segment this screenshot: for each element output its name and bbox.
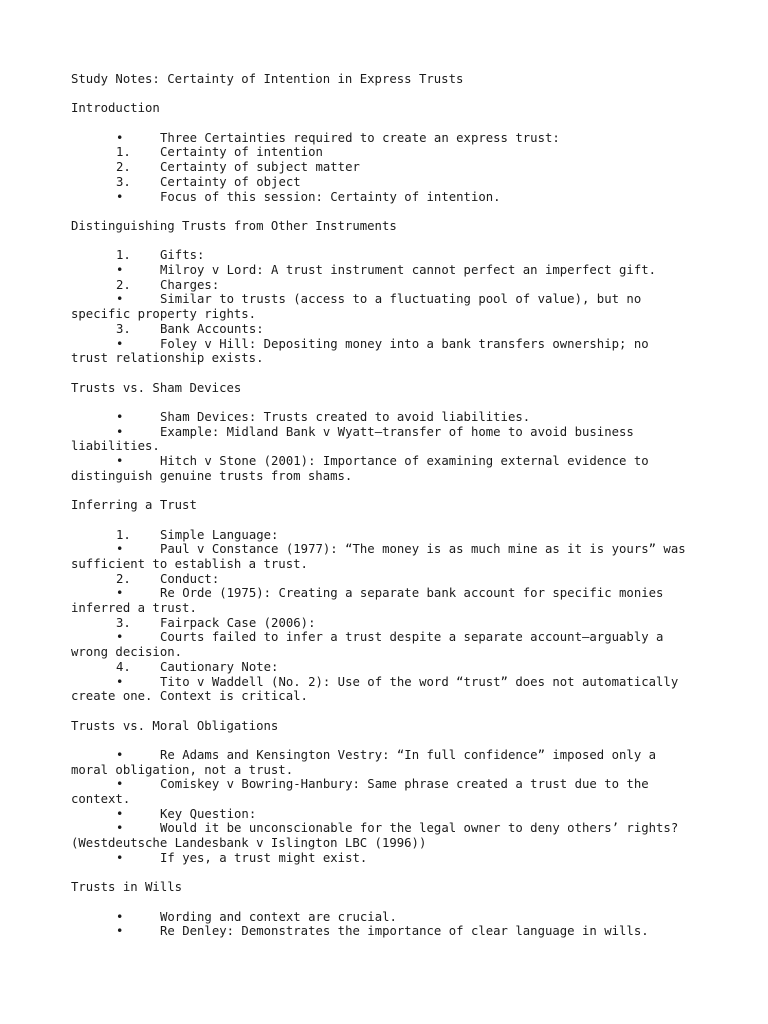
list-item-text: Would it be unconscionable for the legal owner to deny others’ rights? bbox=[160, 821, 679, 836]
bullet-marker: • bbox=[116, 674, 124, 689]
list-item bbox=[71, 248, 711, 263]
list-item bbox=[71, 278, 711, 293]
spacer bbox=[71, 704, 711, 719]
list-item bbox=[71, 454, 711, 469]
spacer bbox=[71, 87, 711, 102]
list-item bbox=[71, 748, 711, 763]
bullet-marker: • bbox=[116, 909, 124, 924]
section-heading: Inferring a Trust bbox=[71, 498, 197, 513]
bullet-marker: • bbox=[116, 130, 124, 145]
list-item bbox=[71, 322, 711, 337]
list-item-text: Gifts: bbox=[160, 248, 205, 263]
list-item bbox=[71, 145, 711, 160]
list-item-text: Re Orde (1975): Creating a separate bank account for specific monies bbox=[160, 586, 664, 601]
list-item-text: Certainty of intention bbox=[160, 145, 323, 160]
number-marker: 2. bbox=[116, 277, 131, 292]
list-item-text: Milroy v Lord: A trust instrument cannot perfect an imperfect gift. bbox=[160, 263, 657, 278]
list-item-text: Tito v Waddell (No. 2): Use of the word “trust” does not automatically bbox=[160, 674, 679, 689]
list-item-text: Simple Language: bbox=[160, 527, 279, 542]
bullet-marker: • bbox=[116, 292, 124, 307]
bullet-marker: • bbox=[116, 806, 124, 821]
list-item bbox=[71, 528, 711, 543]
list-item-text: If yes, a trust might exist. bbox=[160, 850, 368, 865]
list-item-text: Fairpack Case (2006): bbox=[160, 615, 316, 630]
bullet-marker: • bbox=[116, 189, 124, 204]
list-item-text: Certainty of object bbox=[160, 174, 301, 189]
section-list bbox=[71, 410, 711, 483]
list-item-continuation: context. bbox=[71, 792, 131, 807]
list-item-text: Charges: bbox=[160, 277, 220, 292]
bullet-marker: • bbox=[116, 821, 124, 836]
list-item-text: Cautionary Note: bbox=[160, 659, 279, 674]
list-item-text: Example: Midland Bank v Wyatt—transfer of home to avoid business bbox=[160, 424, 634, 439]
spacer bbox=[71, 733, 711, 748]
list-item-text: Foley v Hill: Depositing money into a bank transfers ownership; no bbox=[160, 336, 649, 351]
list-item-text: Certainty of subject matter bbox=[160, 160, 360, 175]
section-list bbox=[71, 248, 711, 366]
section-heading: Trusts in Wills bbox=[71, 880, 183, 895]
list-item-continuation: distinguish genuine trusts from shams. bbox=[71, 468, 353, 483]
list-item bbox=[71, 821, 711, 836]
list-item bbox=[71, 337, 711, 352]
list-item-text: Courts failed to infer a trust despite a separate account—arguably a bbox=[160, 630, 664, 645]
spacer bbox=[71, 895, 711, 910]
bullet-marker: • bbox=[116, 336, 124, 351]
number-marker: 3. bbox=[116, 615, 131, 630]
document-title: Study Notes: Certainty of Intention in Express Trusts bbox=[71, 72, 464, 86]
list-item-text: Hitch v Stone (2001): Importance of examining external evidence to bbox=[160, 454, 649, 469]
bullet-marker: • bbox=[116, 542, 124, 557]
list-item-text: Sham Devices: Trusts created to avoid liabilities. bbox=[160, 409, 531, 424]
list-item bbox=[71, 175, 711, 190]
number-marker: 3. bbox=[116, 321, 131, 336]
bullet-marker: • bbox=[116, 409, 124, 424]
list-item bbox=[71, 675, 711, 690]
number-marker: 1. bbox=[116, 145, 131, 160]
section-heading: Introduction bbox=[71, 101, 160, 116]
list-item-text: Re Adams and Kensington Vestry: “In full confidence” imposed only a bbox=[160, 747, 657, 762]
list-item-continuation: specific property rights. bbox=[71, 307, 257, 322]
list-item bbox=[71, 616, 711, 631]
list-item bbox=[71, 586, 711, 601]
list-item-continuation: wrong decision. bbox=[71, 645, 183, 660]
list-item bbox=[71, 410, 711, 425]
list-item bbox=[71, 292, 711, 307]
list-item bbox=[71, 910, 711, 925]
list-item-text: Re Denley: Demonstrates the importance of clear language in wills. bbox=[160, 924, 649, 939]
list-item-continuation: sufficient to establish a trust. bbox=[71, 556, 308, 571]
section-list bbox=[71, 748, 711, 866]
spacer bbox=[71, 395, 711, 410]
list-item-continuation: moral obligation, not a trust. bbox=[71, 762, 294, 777]
list-item bbox=[71, 160, 711, 175]
number-marker: 2. bbox=[116, 160, 131, 175]
list-item-text: Similar to trusts (access to a fluctuating pool of value), but no bbox=[160, 292, 642, 307]
number-marker: 1. bbox=[116, 248, 131, 263]
spacer bbox=[71, 116, 711, 131]
list-item bbox=[71, 807, 711, 822]
number-marker: 2. bbox=[116, 571, 131, 586]
list-item bbox=[71, 425, 711, 440]
section-heading: Distinguishing Trusts from Other Instruments bbox=[71, 218, 397, 233]
bullet-marker: • bbox=[116, 454, 124, 469]
number-marker: 3. bbox=[116, 174, 131, 189]
list-item bbox=[71, 630, 711, 645]
list-item-text: Paul v Constance (1977): “The money is as much mine as it is yours” was bbox=[160, 542, 686, 557]
list-item-continuation: trust relationship exists. bbox=[71, 351, 264, 366]
bullet-marker: • bbox=[116, 424, 124, 439]
section-heading: Trusts vs. Moral Obligations bbox=[71, 718, 279, 733]
list-item bbox=[71, 131, 711, 146]
list-item bbox=[71, 851, 711, 866]
list-item-continuation: (Westdeutsche Landesbank v Islington LBC (1996)) bbox=[71, 836, 427, 851]
list-item-text: Focus of this session: Certainty of intention. bbox=[160, 189, 501, 204]
spacer bbox=[71, 366, 711, 381]
list-item bbox=[71, 572, 711, 587]
spacer bbox=[71, 483, 711, 498]
spacer bbox=[71, 234, 711, 249]
spacer bbox=[71, 204, 711, 219]
list-item-continuation: liabilities. bbox=[71, 439, 160, 454]
list-item-text: Bank Accounts: bbox=[160, 321, 264, 336]
number-marker: 1. bbox=[116, 527, 131, 542]
list-item-text: Wording and context are crucial. bbox=[160, 909, 397, 924]
bullet-marker: • bbox=[116, 263, 124, 278]
list-item bbox=[71, 263, 711, 278]
bullet-marker: • bbox=[116, 850, 124, 865]
list-item-text: Conduct: bbox=[160, 571, 220, 586]
number-marker: 4. bbox=[116, 659, 131, 674]
bullet-marker: • bbox=[116, 586, 124, 601]
spacer bbox=[71, 513, 711, 528]
bullet-marker: • bbox=[116, 747, 124, 762]
list-item bbox=[71, 924, 711, 939]
section-heading: Trusts vs. Sham Devices bbox=[71, 380, 242, 395]
bullet-marker: • bbox=[116, 777, 124, 792]
list-item-text: Three Certainties required to create an express trust: bbox=[160, 130, 560, 145]
document-body bbox=[71, 72, 711, 939]
list-item-continuation: inferred a trust. bbox=[71, 601, 197, 616]
list-item-text: Comiskey v Bowring-Hanbury: Same phrase created a trust due to the bbox=[160, 777, 649, 792]
list-item-text: Key Question: bbox=[160, 806, 257, 821]
list-item bbox=[71, 190, 711, 205]
list-item bbox=[71, 542, 711, 557]
section-list bbox=[71, 910, 711, 939]
section-list bbox=[71, 131, 711, 205]
bullet-marker: • bbox=[116, 924, 124, 939]
section-list bbox=[71, 528, 711, 704]
list-item bbox=[71, 777, 711, 792]
list-item bbox=[71, 660, 711, 675]
spacer bbox=[71, 866, 711, 881]
list-item-continuation: create one. Context is critical. bbox=[71, 689, 308, 704]
bullet-marker: • bbox=[116, 630, 124, 645]
